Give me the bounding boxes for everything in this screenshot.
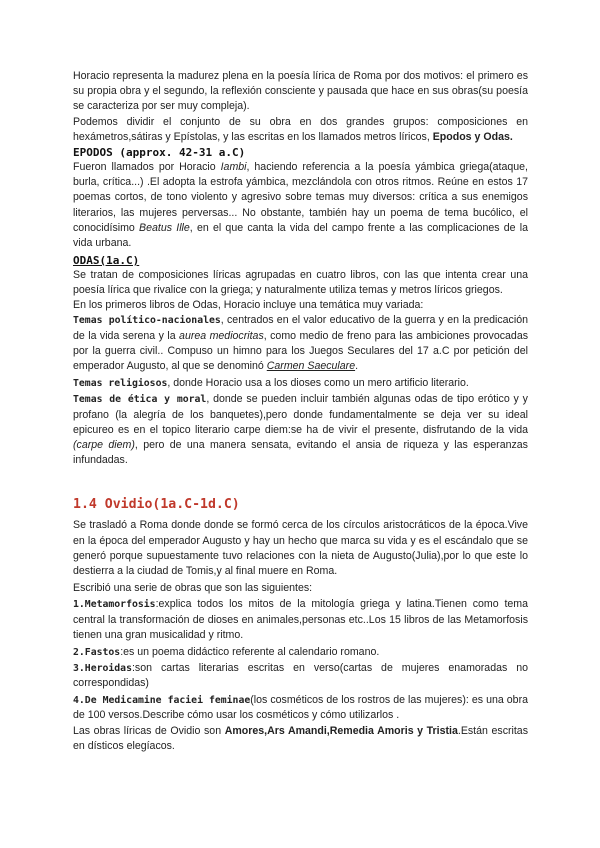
epodos-paragraph (73, 160, 528, 251)
ovidio-lyric-works: Amores,Ars Amandi,Remedia Amoris y Tristia (224, 724, 458, 737)
intro-paragraph-1: Horacio representa la madurez plena en la poesía lírica de Roma por dos motivos: el primero es su propia obra y el segundo, la reflexión consciente y pausada que hace en sus obras(su poesía se caracteriza por ser muy compleja). (73, 70, 528, 113)
tema-politico-label: Temas político-nacionales (73, 315, 221, 327)
tema-etica-text-2: , pero de una manera sensata, evitando el ansia de riqueza y las esperanzas infundadas. (73, 438, 528, 467)
ovidio-paragraph-last (73, 724, 528, 754)
tema-etica-label: Temas de ética y moral (73, 394, 207, 406)
epodos-heading-date: (approx. 42-31 a.C) (112, 146, 246, 160)
intro-paragraph-2 (73, 115, 528, 145)
ovidio-paragraph-1: Se trasladó a Roma donde donde se formó cerca de los círculos aristocráticos de la época.Vive en la época del emperador Augusto y hay un hecho que marca su vida y es el escándalo que se generó porque supuestamente tuvo relaciones con la nieta de Augusto(Julia),por lo que este lo destierra a la ciudad de Tomis,y al final muere en Roma. (73, 519, 528, 577)
odas-tema-politico (73, 313, 528, 374)
odas-tema-etica (73, 392, 528, 468)
carmen-saeculare-link[interactable]: Carmen Saeculare (266, 359, 356, 372)
page-content (73, 69, 528, 754)
ovidio-work-heroidas (73, 661, 528, 691)
tema-religioso-text: , donde Horacio usa a los dioses como un mero artificio literario. (167, 376, 469, 389)
epodos-iambi: Iambi (220, 161, 247, 174)
heroidas-text: :son cartas literarias escritas en verso(cartas de mujeres enamoradas no correspondidas) (73, 662, 528, 690)
epodos-text-3: , en el que canta la vida del campo frente a las complicaciones de la vida urbana. (73, 221, 528, 250)
tema-etica-text-1: , donde se pueden incluir también algunas odas de tipo erótico y y profano (la alegría de los banquetes),pero donde fundamentalmente se deja ver su ideal epicureo es en el topico literario carpe diem:se ha de vivir el presente, disfrutando de la vida (73, 393, 528, 436)
ovidio-paragraph-2: Escribió una serie de obras que son las siguientes: (73, 581, 313, 594)
ovidio-work-metamorfosis (73, 597, 528, 643)
epodos-heading-label: EPODOS (73, 146, 113, 160)
tema-religioso-label: Temas religiosos (73, 377, 168, 389)
tema-politico-text-2: , como medio de freno para las ambiciones provocadas por la guerra civil.. Compuso un himno para los Juegos Seculares del 17 a.C por petición del emperador Augusto, al que se denominó (73, 329, 529, 372)
aurea-mediocritas: aurea mediocritas (179, 329, 264, 342)
ovidio-last-text-1: Las obras líricas de Ovidio son (73, 724, 225, 737)
odas-paragraph-2: En los primeros libros de Odas, Horacio incluye una temática muy variada: (73, 299, 424, 312)
odas-tema-religioso (73, 376, 528, 391)
metamorfosis-label: 1.Metamorfosis (73, 599, 156, 611)
medicamine-label: 4.De Medicamine faciei feminae (73, 695, 251, 707)
intro-paragraph-2-text: Podemos dividir el conjunto de su obra en dos grandes grupos: composiciones en hexámetros,sátiras y Epístolas, y las escritas en los llamados metros líricos, (73, 115, 528, 143)
ovidio-last-text-2: .Están escritas en dísticos elegíacos. (73, 724, 528, 752)
heroidas-label: 3.Heroidas (73, 663, 132, 675)
carpe-diem: (carpe diem) (73, 438, 135, 451)
ovidio-work-fastos (73, 645, 528, 660)
fastos-label: 2.Fastos (73, 646, 121, 658)
tema-politico-text-1: , centrados en el valor educativo de la guerra y en la predicación de la vida serena y la (73, 314, 528, 342)
epodos-text-1: Fueron llamados por Horacio (73, 161, 221, 174)
epodos-text-2: , haciendo referencia a la poesía yámbica griega(ataque, burla, crítica...) .El adopta la estrofa yámbica, mezclándola con otros ritmos. Reúne en estos 17 poemas cortos, de tono violento y agresivo sobre temas muy diversos: crítica a sus enemigos literarios, las mujeres perversas... No obstante, también hay un poema de tema bucólico, el conocidísimo (73, 161, 528, 234)
epodos-beatus-ille: Beatus Ille (139, 221, 190, 234)
tema-politico-end: . (355, 359, 359, 372)
metamorfosis-text: :explica todos los mitos de la mitología griega y latina.Tienen como tema central la transformación de dioses en animales,personas etc..Los 15 libros de las Metamorfosis tienen una gran musicalidad y ritmo. (73, 598, 528, 641)
intro-epodos-odas: Epodos y Odas. (432, 130, 513, 143)
odas-heading: ODAS(1a.C) (73, 253, 140, 267)
medicamine-text: (los cosméticos de los rostros de las mujeres): es una obra de 100 versos.Describe cómo usar los cosméticos y cómo utilizarlos . (73, 694, 528, 722)
fastos-text: :es un poema didáctico referente al calendario romano. (120, 645, 380, 658)
ovidio-section-title: 1.4 Ovidio(1a.C-1d.C) (73, 497, 240, 513)
epodos-heading (73, 145, 528, 160)
ovidio-work-medicamine (73, 693, 528, 723)
odas-paragraph-1: Se tratan de composiciones líricas agrupadas en cuatro libros, con las que intenta crear una poesía lírica que rivalice con la griega; y naturalmente utiliza temas y metros líricos griegos. (73, 268, 528, 296)
